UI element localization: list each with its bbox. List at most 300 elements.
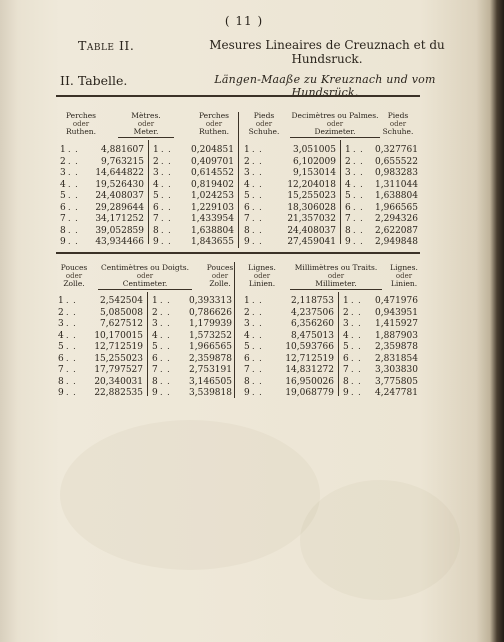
column-header-sub: oder [211,272,229,280]
table-row [54,365,238,376]
row-number: 8 [244,225,250,236]
header-brace-rule [118,137,174,138]
row-value-2: 1,573252 [189,330,232,341]
column-header-head: Decimètres ou Palmes. [291,111,379,120]
leader-dots: . . [66,307,77,317]
table-row [240,226,424,237]
column-header-sub: oder [255,120,273,128]
paper-stain [300,480,460,600]
row-value: 2,118753 [291,296,334,306]
leader-dots: . . [252,388,263,397]
leader-dots: . . [252,365,263,374]
row-value-2: 0,409701 [191,156,234,167]
row-value-2: 1,415927 [375,319,418,329]
column-header-de: Ruthen. [199,127,229,136]
row-number: 7 [60,214,66,224]
row-number-2: 4 [153,179,159,190]
row-value-2: 3,303830 [375,365,418,375]
row-number-2: 6 [343,353,349,364]
leader-dots: . . [66,365,77,374]
leader-dots: . . [68,214,79,223]
row-number: 3 [60,168,66,178]
table-row [240,180,424,191]
leader-dots: . . [160,365,171,374]
column-header [56,112,106,136]
leader-dots: . . [252,353,263,363]
row-number-2: 9 [345,237,351,247]
row-number: 1 [244,296,250,306]
row-value-2: 1,966565 [189,342,232,352]
header-brace-rule [290,289,382,290]
row-number-2: 4 [152,330,158,341]
row-number: 2 [58,307,64,318]
table-row [240,365,424,376]
row-value-2: 4,247781 [375,388,418,398]
row-value: 18,306028 [287,202,336,213]
row-number: 3 [244,168,250,178]
leader-dots: . . [351,296,362,305]
column-header [54,264,94,288]
table-row [240,308,424,319]
row-number: 1 [58,296,64,306]
header-brace-rule [290,137,380,138]
row-number: 7 [244,214,250,224]
table-row [240,168,424,179]
leader-dots: . . [252,296,263,305]
row-value-2: 1,966565 [375,202,418,213]
column-header-sub: oder [136,272,154,280]
row-number: 8 [244,376,250,387]
leader-dots: . . [68,156,79,166]
row-number-2: 8 [153,225,159,236]
row-number: 4 [60,179,66,190]
row-value-2: 3,539818 [189,388,232,398]
column-header-sub: oder [65,272,83,280]
table-row [240,237,424,248]
middle-rule [56,252,420,254]
leader-dots: . . [68,168,79,177]
leader-dots: . . [351,376,362,386]
row-number: 6 [60,202,66,213]
row-value: 4,881607 [101,145,144,155]
leader-dots: . . [351,342,362,351]
row-value-2: 1,638804 [375,191,418,201]
column-header-de: Ruthen. [66,127,96,136]
row-value: 20,340031 [94,376,143,387]
table-row [54,388,238,399]
row-number-2: 7 [152,365,158,375]
column-header-head: Perches [198,111,230,120]
column-header-de: Millimeter. [315,279,357,288]
row-number-2: 4 [343,330,349,341]
row-value-2: 0,393313 [189,296,232,306]
column-header-de: Schuhe. [382,127,414,136]
leader-dots: . . [252,179,263,189]
row-value-2: 2,622087 [375,225,418,236]
leader-dots: . . [252,191,263,200]
row-number-2: 6 [345,202,351,213]
row-value: 12,204018 [287,179,336,190]
leader-dots: . . [68,237,79,246]
row-number: 9 [60,237,66,247]
top-rule [56,95,420,97]
column-header [286,264,386,288]
row-value: 2,542504 [100,296,143,306]
leader-dots: . . [160,376,171,386]
column-header [384,264,424,288]
row-value-2: 3,146505 [189,376,232,387]
table-row [56,226,240,237]
row-value-2: 0,943951 [375,307,418,318]
table-row [240,157,424,168]
row-value-2: 2,359878 [375,342,418,352]
leader-dots: . . [252,237,263,246]
paper-stain [60,420,320,570]
row-value: 19,068779 [285,388,334,398]
row-number: 9 [244,388,250,398]
table-label-fr: Table II. [78,38,135,53]
row-number-2: 8 [152,376,158,387]
row-value-2: 2,294326 [375,214,418,224]
bottom-right-table [240,262,420,402]
column-header-head: Centimètres ou Doigts. [101,263,189,272]
row-number-2: 9 [152,388,158,398]
leader-dots: . . [161,156,172,166]
row-number-2: 2 [152,307,158,318]
table-row [240,296,424,307]
row-number: 5 [244,191,250,201]
row-value-2: 1,179939 [189,319,232,329]
leader-dots: . . [160,353,171,363]
row-value-2: 0,655522 [375,156,418,167]
leader-dots: . . [68,225,79,235]
row-value-2: 2,753191 [189,365,232,375]
table-row [54,308,238,319]
row-value: 15,255023 [94,353,143,364]
row-value-2: 0,983283 [375,168,418,178]
row-number-2: 6 [152,353,158,364]
leader-dots: . . [353,202,364,212]
leader-dots: . . [351,319,362,328]
row-number: 5 [60,191,66,201]
row-number-2: 9 [153,237,159,247]
row-value: 10,593766 [285,342,334,352]
row-value: 22,882535 [94,388,143,398]
column-header-sub: oder [137,120,155,128]
row-number-2: 8 [345,225,351,236]
leader-dots: . . [66,376,77,386]
column-header-sub: oder [253,272,271,280]
row-value-2: 0,204851 [191,145,234,155]
leader-dots: . . [252,214,263,223]
column-header-sub: oder [326,120,344,128]
leader-dots: . . [68,179,79,189]
row-number-2: 7 [343,365,349,375]
leader-dots: . . [351,353,362,363]
row-value: 5,085008 [100,307,143,318]
leader-dots: . . [351,388,362,397]
row-value: 15,255023 [287,191,336,201]
leader-dots: . . [252,342,263,351]
table-row [54,377,238,388]
row-number: 2 [60,156,66,167]
leader-dots: . . [161,225,172,235]
row-number: 5 [58,342,64,352]
row-value: 3,051005 [293,145,336,155]
top-right-table [240,110,420,250]
column-header [186,112,242,136]
leader-dots: . . [353,179,364,189]
leader-dots: . . [353,225,364,235]
table-label-de: II. Tabelle. [60,73,128,88]
row-value: 6,356260 [291,319,334,329]
column-header-sub: oder [389,120,407,128]
table-row [240,377,424,388]
table-row [54,296,238,307]
row-value: 8,475013 [291,330,334,341]
table-title-fr: Mesures Lineaires de Creuznach et du Hundsruck. [209,38,445,66]
row-number: 4 [244,179,250,190]
row-number: 4 [244,330,250,341]
row-number: 2 [244,307,250,318]
column-header [286,112,384,136]
column-header-de: Linien. [390,279,418,288]
column-header-sub: oder [327,272,345,280]
leader-dots: . . [353,145,364,154]
column-header-de: Dezimeter. [314,127,356,136]
row-number: 7 [244,365,250,375]
column-header [114,112,178,136]
row-number-2: 5 [152,342,158,352]
column-header-sub: oder [205,120,223,128]
row-number-2: 7 [345,214,351,224]
leader-dots: . . [160,307,171,317]
row-number: 3 [244,319,250,329]
row-value: 7,627512 [100,319,143,329]
row-value-2: 1,843655 [191,237,234,247]
leader-dots: . . [252,330,263,340]
row-number-2: 8 [343,376,349,387]
table-title-de: Längen-Maaße zu Kreuznach und vom Hundsrück. [214,73,436,99]
row-number-2: 5 [343,342,349,352]
top-left-table [56,110,236,250]
leader-dots: . . [68,145,79,154]
row-number: 6 [244,202,250,213]
leader-dots: . . [160,296,171,305]
page-number: ( 11 ) [224,14,264,28]
table-row [54,354,238,365]
leader-dots: . . [252,202,263,212]
row-number-2: 7 [153,214,159,224]
leader-dots: . . [66,296,77,305]
row-value: 10,170015 [94,330,143,341]
row-number: 9 [58,388,64,398]
table-row [240,145,424,156]
column-header [240,264,284,288]
row-value: 16,950026 [285,376,334,387]
table-row [54,342,238,353]
row-value-2: 1,024253 [191,191,234,201]
leader-dots: . . [252,376,263,386]
row-value: 24,408037 [287,225,336,236]
row-value: 4,237506 [291,307,334,318]
column-header-head: Pieds [253,111,275,120]
column-header [240,112,288,136]
row-value: 34,171252 [95,214,144,224]
leader-dots: . . [351,365,362,374]
column-header [372,112,424,136]
row-value-2: 3,775805 [375,376,418,387]
row-value-2: 0,819402 [191,179,234,190]
row-value: 6,102009 [293,156,336,167]
column-header-de: Schuhe. [248,127,280,136]
row-value: 12,712519 [94,342,143,352]
row-value-2: 2,359878 [189,353,232,364]
row-number-2: 9 [343,388,349,398]
row-value: 29,289644 [95,202,144,213]
table-row [240,214,424,225]
table-row [240,354,424,365]
row-number: 1 [244,145,250,155]
table-row [56,168,240,179]
table-row [56,157,240,168]
table-row [240,331,424,342]
column-header [198,264,242,288]
row-number: 5 [244,342,250,352]
row-value-2: 0,786626 [189,307,232,318]
leader-dots: . . [160,388,171,397]
row-number: 3 [58,319,64,329]
row-value-2: 1,638804 [191,225,234,236]
row-number: 8 [60,225,66,236]
leader-dots: . . [161,202,172,212]
row-value-2: 0,471976 [375,296,418,306]
leader-dots: . . [353,191,364,200]
table-row [56,203,240,214]
row-number-2: 2 [153,156,159,167]
leader-dots: . . [160,330,171,340]
column-header-head: Pieds [387,111,409,120]
header-brace-rule [98,289,192,290]
row-value: 14,831272 [285,365,334,375]
column-header-head: Pouces [206,263,234,272]
column-header-de: Centimeter. [122,279,168,288]
row-value-2: 1,887903 [375,330,418,341]
leader-dots: . . [161,179,172,189]
column-header-head: Lignes. [248,263,276,272]
row-number-2: 5 [153,191,159,201]
leader-dots: . . [66,319,77,328]
table-row [56,191,240,202]
row-number: 2 [244,156,250,167]
column-header-head: Millimètres ou Traits. [294,263,378,272]
column-header-sub: oder [72,120,90,128]
table-row [240,342,424,353]
table-row [240,203,424,214]
row-value: 19,526430 [95,179,144,190]
leader-dots: . . [161,191,172,200]
row-value: 21,357032 [287,214,336,224]
leader-dots: . . [160,342,171,351]
row-number-2: 5 [345,191,351,201]
leader-dots: . . [353,214,364,223]
leader-dots: . . [351,330,362,340]
row-value: 27,459041 [287,237,336,247]
column-header-de: Zolle. [63,279,85,288]
table-row [240,319,424,330]
row-value-2: 2,831854 [375,353,418,364]
row-value-2: 1,433954 [191,214,234,224]
leader-dots: . . [252,168,263,177]
row-value: 43,934466 [95,237,144,247]
leader-dots: . . [66,342,77,351]
row-value-2: 0,614552 [191,168,234,178]
row-number-2: 2 [345,156,351,167]
leader-dots: . . [161,145,172,154]
row-value: 12,712519 [285,353,334,364]
column-header-de: Linien. [248,279,276,288]
table-row [56,145,240,156]
row-number-2: 4 [345,179,351,190]
leader-dots: . . [161,214,172,223]
leader-dots: . . [68,202,79,212]
row-value: 9,153014 [293,168,336,178]
column-header-sub: oder [395,272,413,280]
leader-dots: . . [66,388,77,397]
leader-dots: . . [66,330,77,340]
row-number-2: 2 [343,307,349,318]
leader-dots: . . [161,237,172,246]
leader-dots: . . [252,145,263,154]
row-value-2: 2,949848 [375,237,418,247]
row-number-2: 3 [153,168,159,178]
leader-dots: . . [353,156,364,166]
row-value: 14,644822 [95,168,144,178]
row-number-2: 1 [345,145,351,155]
row-number: 9 [244,237,250,247]
row-value-2: 1,311044 [375,179,418,190]
row-value-2: 1,229103 [191,202,234,213]
row-value: 24,408037 [95,191,144,201]
column-header-de: Meter. [133,127,159,136]
column-header-de: Zolle. [209,279,231,288]
row-value: 9,763215 [101,156,144,167]
leader-dots: . . [252,307,263,317]
table-row [54,331,238,342]
leader-dots: . . [252,156,263,166]
row-number: 6 [58,353,64,364]
table-row [56,214,240,225]
leader-dots: . . [353,237,364,246]
leader-dots: . . [353,168,364,177]
row-number-2: 3 [343,319,349,329]
column-header-head: Pouces [60,263,88,272]
row-number: 6 [244,353,250,364]
row-value: 17,797527 [94,365,143,375]
row-value: 39,052859 [95,225,144,236]
row-number: 4 [58,330,64,341]
table-row [56,237,240,248]
leader-dots: . . [66,353,77,363]
leader-dots: . . [160,319,171,328]
leader-dots: . . [351,307,362,317]
column-header-head: Lignes. [390,263,418,272]
column-header [94,264,196,288]
table-row [240,191,424,202]
row-number: 8 [58,376,64,387]
leader-dots: . . [252,319,263,328]
leader-dots: . . [161,168,172,177]
